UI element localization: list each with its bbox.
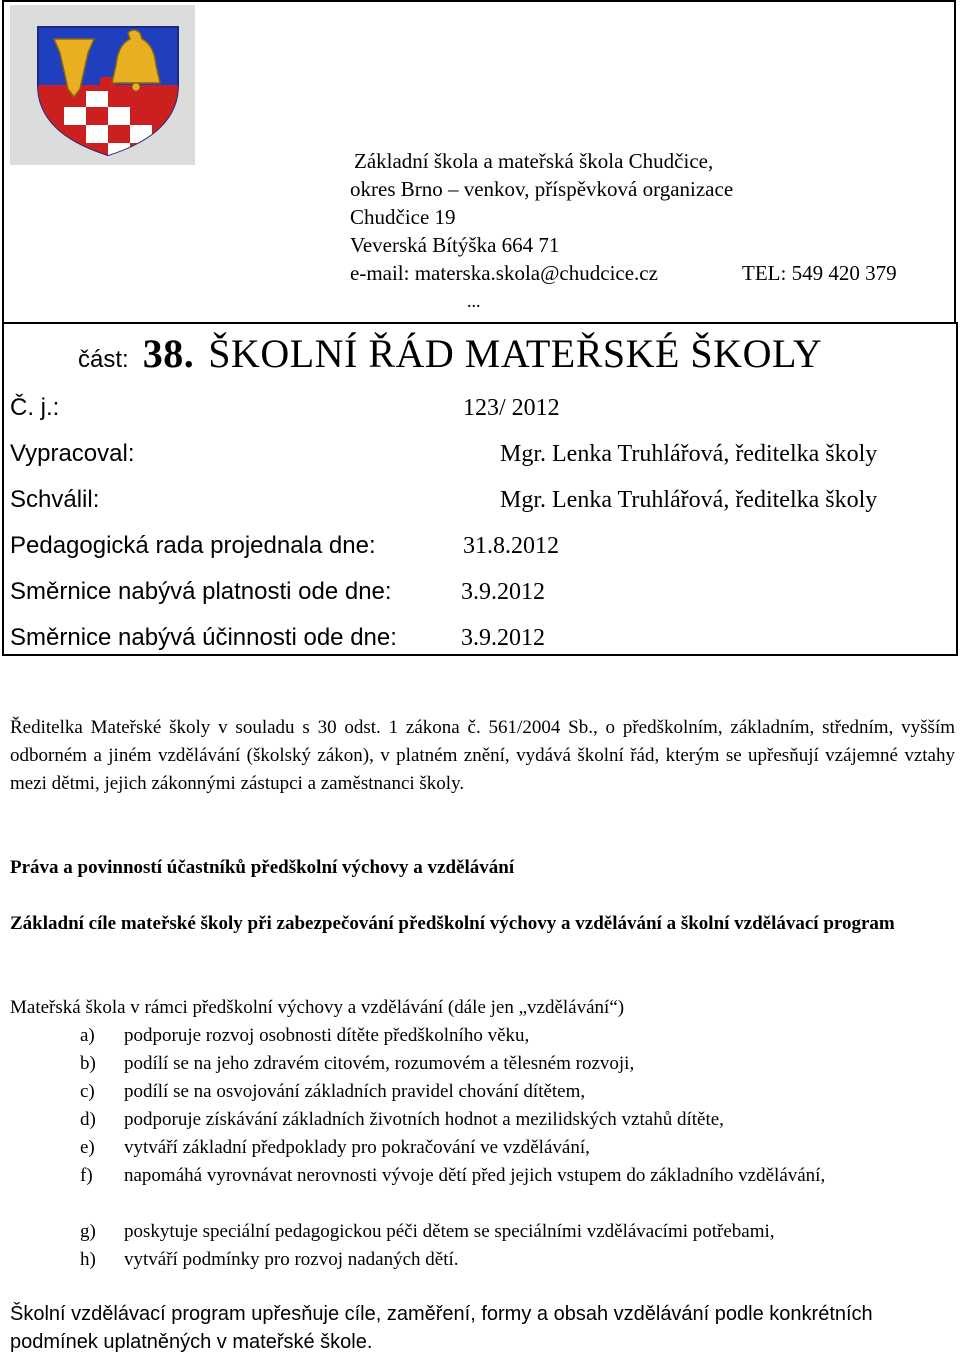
part-number: 38. [142,331,195,376]
cj-label: Č. j.: [10,394,60,421]
list-letter: a) [80,1025,95,1046]
list-text: vytváří základní předpoklady pro pokračování ve vzdělávání, [124,1137,590,1158]
list-text: poskytuje speciální pedagogickou péči dětem se speciálními vzdělávacími potřebami, [124,1221,775,1242]
list-text: podílí se na osvojování základních pravidel chování dítětem, [124,1081,586,1102]
address-line-3: Chudčice 19 [350,205,456,229]
prepared-label: Vypracoval: [10,440,135,467]
list-letter: c) [80,1081,95,1102]
approved-value: Mgr. Lenka Truhlářová, ředitelka školy [500,487,878,513]
coat-of-arms-logo [10,5,195,165]
list-text: podílí se na jeho zdravém citovém, rozumovém a tělesném rozvoji, [124,1053,635,1074]
council-label: Pedagogická rada projednala dne: [10,532,376,559]
approved-label: Schválil: [10,486,100,513]
title-text: ŠKOLNÍ ŘÁD MATEŘSKÉ ŠKOLY [208,331,823,376]
effect-value: 3.9.2012 [461,625,545,651]
council-value: 31.8.2012 [463,533,559,559]
school-address [350,147,733,287]
intro-paragraph: Ředitelka Mateřské školy v souladu s 30 odst. 1 zákona č. 561/2004 Sb., o předškolním, základním, středním, vyšším odborném a jiném vzdělávání (školský zákon), v platném znění, vydává školní řád, kterým se upřesňují vzájemné vztahy mezi dětmi, jejich zákonnými zástupci a zaměstnanci školy. [10,717,955,794]
list-letter: e) [80,1137,95,1158]
list-letter: f) [80,1165,93,1186]
part-label: část: [78,346,129,373]
prepared-value: Mgr. Lenka Truhlářová, ředitelka školy [500,441,878,467]
heading-basic-goals: Základní cíle mateřské školy při zabezpečování předškolní výchovy a vzdělávání a školní vzdělávací program [10,913,895,934]
cj-value: 123/ 2012 [463,395,560,421]
list-text: podporuje získávání základních životních hodnot a mezilidských vztahů dítěte, [124,1109,724,1130]
closing-paragraph: Školní vzdělávací program upřesňuje cíle, zaměření, formy a obsah vzdělávání podle konkrétních podmínek uplatněných v mateřské škole. [10,1303,873,1353]
validity-value: 3.9.2012 [461,579,545,605]
list-text: podporuje rozvoj osobnosti dítěte předškolního věku, [124,1025,530,1046]
list-letter: d) [80,1109,96,1130]
effect-label: Směrnice nabývá účinnosti ode dne: [10,624,397,651]
address-line-1: Základní škola a mateřská škola Chudčice, [354,149,714,173]
address-line-2: okres Brno – venkov, příspěvková organizace [350,177,734,201]
address-line-4: Veverská Bítýška 664 71 [350,233,560,257]
address-email: e-mail: materska.skola@chudcice.cz [350,261,658,285]
document-title [78,330,822,377]
validity-label: Směrnice nabývá platnosti ode dne: [10,578,392,605]
list-text: vytváří podmínky pro rozvoj nadaných dětí. [124,1249,459,1270]
list-letter: g) [80,1221,96,1242]
list-intro: Mateřská škola v rámci předškolní výchovy a vzdělávání (dále jen „vzdělávání“) [10,997,625,1018]
list-letter: h) [80,1249,96,1270]
header-dots: ... [467,291,481,311]
school-phone: TEL: 549 420 379 [742,261,897,285]
list-letter: b) [80,1053,96,1074]
coat-of-arms-icon [10,5,195,165]
heading-rights-duties: Práva a povinností účastníků předškolní výchovy a vzdělávání [10,857,515,878]
list-text: napomáhá vyrovnávat nerovnosti vývoje dětí před jejich vstupem do základního vzdělávání, [124,1165,826,1186]
